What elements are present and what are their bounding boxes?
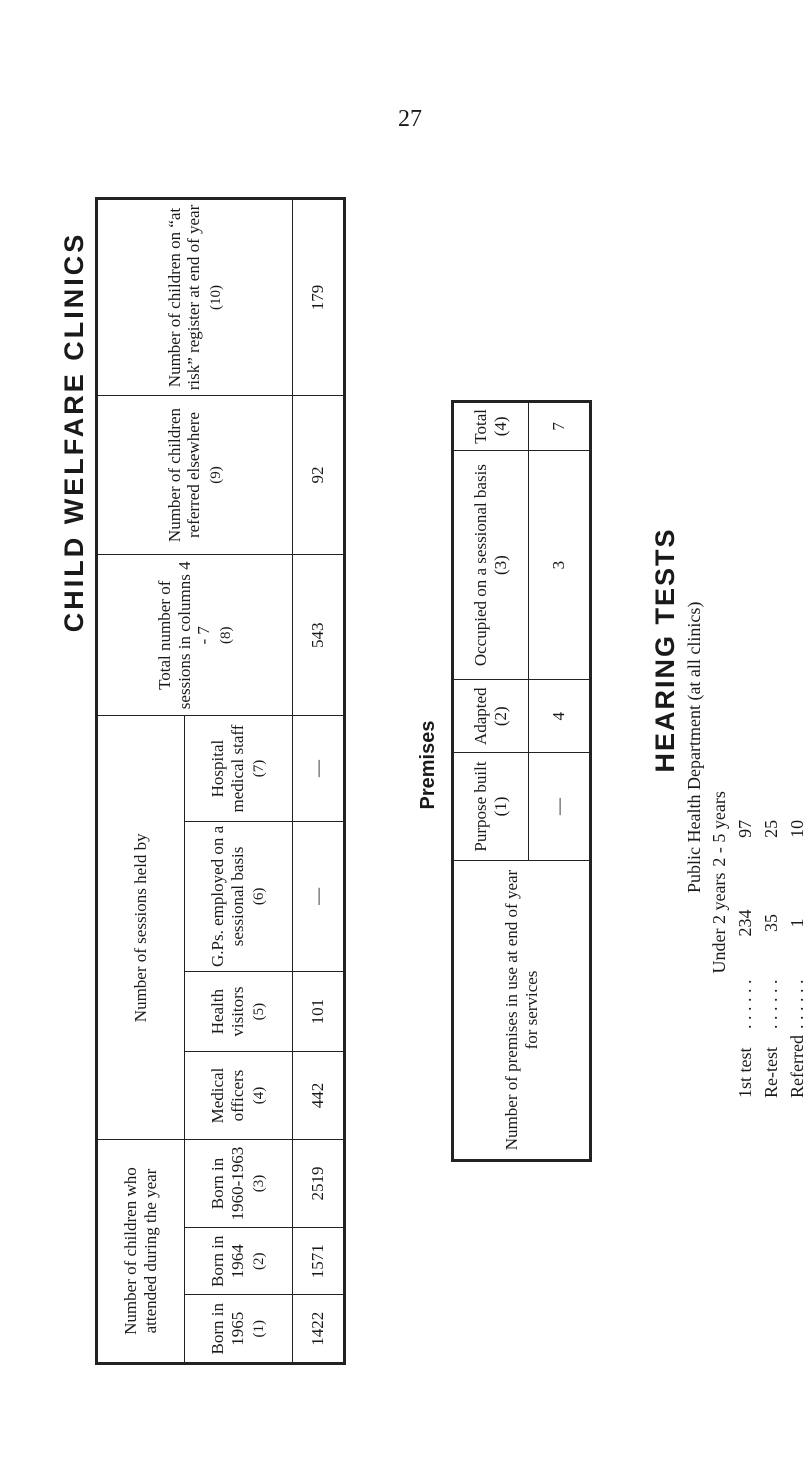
- premises-col-number-2: (2): [491, 706, 510, 727]
- header-total-sessions-label: Total number of sessions in columns 4 - 7: [155, 561, 214, 710]
- value-born-1960-1963: 2519: [293, 1140, 345, 1228]
- hearing-dots-header: [706, 974, 732, 1030]
- hearing-header-row: [706, 785, 732, 1098]
- header-total: [453, 402, 529, 451]
- header-sessional-label: Occupied on a sessional basis: [471, 464, 491, 667]
- value-total-sessions: 543: [293, 555, 345, 716]
- value-medical-officers: 442: [293, 1052, 345, 1140]
- col-number-2: (2): [251, 1252, 268, 1270]
- hearing-row-dots: . . . . . .: [761, 979, 781, 1030]
- header-born-1960-1963: [185, 1140, 293, 1228]
- header-at-risk-label: Number of children on “at risk” register at end of year: [164, 204, 204, 391]
- header-attended: Number of children who attended during the year: [97, 1140, 185, 1364]
- value-sessional: 3: [529, 450, 591, 680]
- header-born-1965: [185, 1295, 293, 1364]
- premises-col-number-1: (1): [491, 796, 510, 817]
- hearing-title: HEARING TESTS: [649, 527, 680, 773]
- value-purpose-built: —: [529, 753, 591, 861]
- page-number: 27: [398, 106, 422, 132]
- col-number-7: (7): [251, 759, 268, 778]
- header-hospital-label: Hospital medical staff: [208, 724, 247, 813]
- value-referred: 92: [293, 395, 345, 554]
- header-hospital: [185, 716, 293, 821]
- hearing-value-2to5: 97: [735, 819, 755, 838]
- hearing-row-label: 1st test: [735, 1047, 755, 1098]
- clinic-table-wrapper: [95, 197, 343, 1365]
- header-born-1964-label: Born in 1964: [208, 1235, 247, 1287]
- hearing-header-under2: Under 2 years: [709, 872, 729, 974]
- premises-table-wrapper: [451, 400, 581, 1162]
- header-total-label: Total: [471, 409, 491, 444]
- hearing-row-dots: . . . . . .: [787, 979, 807, 1030]
- clinic-table: [95, 197, 346, 1365]
- premises-heading: Premises: [416, 720, 439, 810]
- header-purpose-built-label: Purpose built: [471, 761, 491, 852]
- header-purpose-built: [453, 753, 529, 861]
- premises-table: [451, 400, 592, 1162]
- page-title: CHILD WELFARE CLINICS: [58, 231, 89, 633]
- hearing-row-dots: . . . . . .: [735, 979, 755, 1030]
- hearing-row: [784, 785, 810, 1098]
- value-at-risk: 179: [293, 199, 345, 396]
- hearing-header-2to5: 2 - 5 years: [709, 791, 729, 867]
- hearing-value-2to5: 25: [761, 819, 781, 838]
- hearing-table: [706, 785, 810, 1098]
- premises-col-number-3: (3): [491, 555, 510, 576]
- col-number-6: (6): [251, 887, 268, 906]
- header-health-visitors: [185, 972, 293, 1052]
- hearing-row-label: Re-test: [761, 1047, 781, 1098]
- hearing-empty-header: [706, 1029, 732, 1098]
- header-sessions: Number of sessions held by: [97, 716, 185, 1140]
- col-number-1: (1): [251, 1320, 268, 1338]
- header-adapted-label: Adapted: [471, 687, 491, 746]
- header-born-1965-label: Born in 1965: [208, 1303, 247, 1355]
- header-referred: [97, 395, 293, 554]
- hearing-value-under2: 1: [787, 918, 807, 928]
- value-gps: —: [293, 821, 345, 972]
- col-number-3: (3): [251, 1174, 268, 1193]
- header-born-1964: [185, 1227, 293, 1295]
- value-born-1964: 1571: [293, 1227, 345, 1295]
- col-number-9: (9): [207, 466, 224, 484]
- hearing-table-wrapper: [706, 678, 807, 1098]
- header-medical-officers: [185, 1052, 293, 1140]
- col-number-4: (4): [251, 1086, 268, 1105]
- header-at-risk: [97, 199, 293, 396]
- value-total: 7: [529, 402, 591, 451]
- hearing-value-under2: 234: [735, 909, 755, 937]
- header-sessional: [453, 450, 529, 680]
- premises-row-label: Number of premises in use at end of year for services: [453, 861, 591, 1161]
- hearing-value-2to5: 10: [787, 819, 807, 838]
- header-gps-label: G.Ps. employed on a sessional basis: [208, 825, 247, 968]
- hearing-subtitle: Public Health Department (at all clinics): [683, 601, 704, 893]
- hearing-row-label: Referred: [787, 1035, 807, 1098]
- value-adapted: 4: [529, 680, 591, 753]
- value-health-visitors: 101: [293, 972, 345, 1052]
- header-born-1960-1963-label: Born in 1960-1963: [208, 1146, 247, 1221]
- value-hospital: —: [293, 716, 345, 821]
- hearing-row: [758, 785, 784, 1098]
- header-gps: [185, 821, 293, 972]
- header-total-sessions: [97, 555, 293, 716]
- col-number-8: (8): [217, 626, 234, 645]
- header-referred-label: Number of children referred elsewhere: [164, 408, 204, 543]
- col-number-10: (10): [207, 284, 224, 310]
- hearing-value-under2: 35: [761, 914, 781, 933]
- col-number-5: (5): [251, 1002, 268, 1021]
- header-medical-officers-label: Medical officers: [208, 1067, 247, 1124]
- header-health-visitors-label: Health visitors: [208, 986, 247, 1037]
- hearing-row: [732, 785, 758, 1098]
- header-adapted: [453, 680, 529, 753]
- value-born-1965: 1422: [293, 1295, 345, 1364]
- premises-col-number-4: (4): [491, 416, 510, 437]
